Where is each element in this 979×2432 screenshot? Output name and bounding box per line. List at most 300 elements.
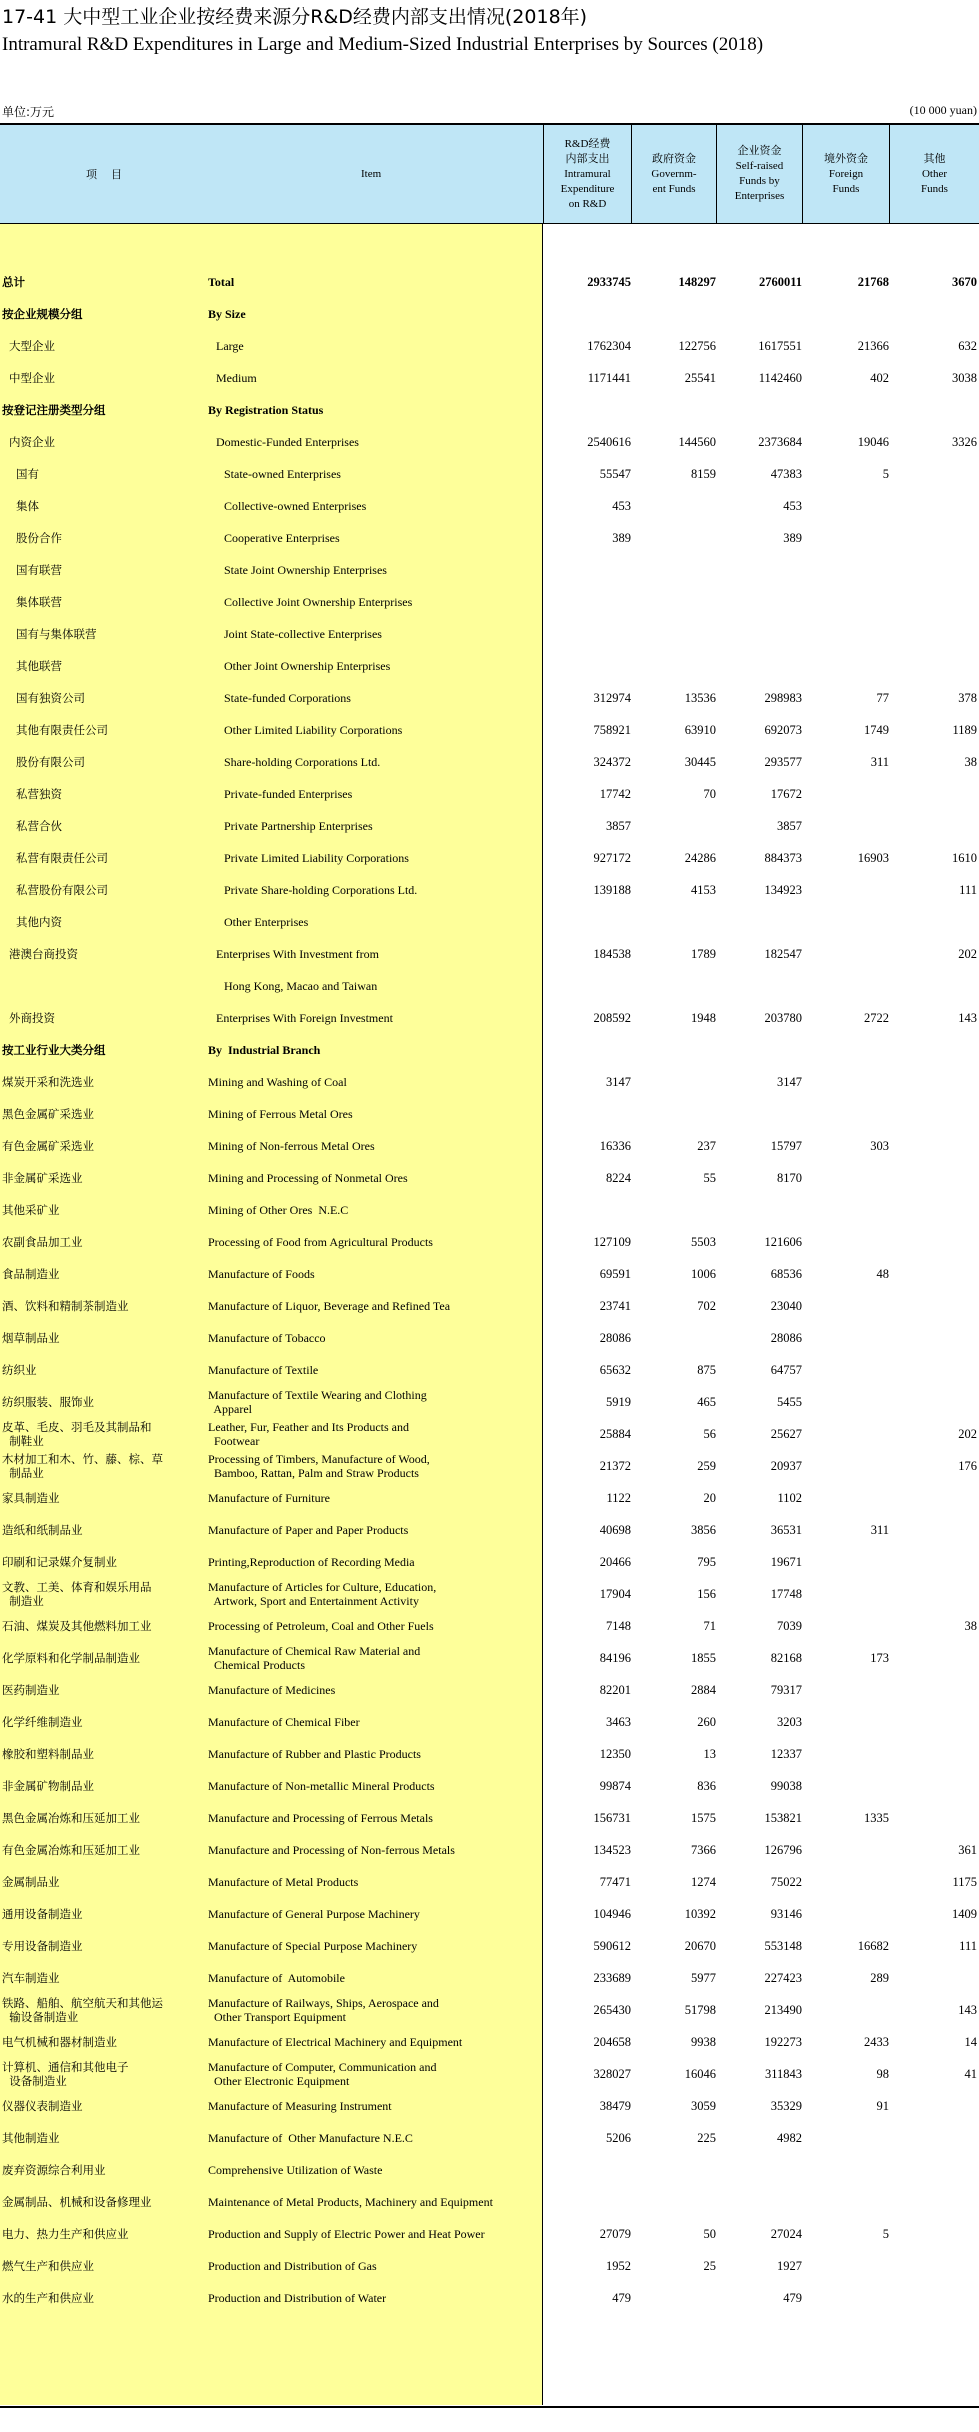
- value-intramural: 1952: [606, 2258, 631, 2273]
- row-label-en-text: Total: [208, 275, 235, 289]
- row-label-en: [208, 2026, 543, 2058]
- row-label-en: [208, 490, 559, 522]
- value-other: [889, 2154, 977, 2186]
- value-foreign: [802, 1194, 889, 1226]
- row-label-cn: 仪器仪表制造业: [2, 2099, 83, 2113]
- value-other: [889, 1034, 977, 1066]
- value-government: 71: [703, 1618, 716, 1633]
- row-label-en-text: Maintenance of Metal Products, Machinery and Equipment: [208, 2195, 493, 2209]
- value-foreign: 21366: [857, 338, 889, 353]
- value-self-raised: 553148: [764, 1938, 802, 1953]
- table-row: [0, 2250, 979, 2282]
- row-label-en: [208, 2154, 543, 2186]
- row-label-en-text: Other Limited Liability Corporations: [224, 723, 403, 737]
- value-government: [631, 1194, 716, 1226]
- value-intramural: 479: [612, 2290, 631, 2305]
- value-government: 875: [697, 1362, 716, 1377]
- row-label-cn: 国有: [16, 467, 39, 481]
- table-row: [0, 2186, 979, 2218]
- value-intramural: 184538: [593, 946, 631, 961]
- row-label-en-text: Manufacture of Medicines: [208, 1683, 336, 1697]
- table-row: [0, 522, 979, 554]
- value-self-raised: [716, 2154, 802, 2186]
- row-label-en-text: Collective-owned Enterprises: [224, 499, 367, 513]
- value-foreign: [802, 1610, 889, 1642]
- value-government: [631, 1322, 716, 1354]
- value-foreign: 91: [876, 2098, 889, 2113]
- table-row: [0, 1674, 979, 1706]
- value-other: [889, 458, 977, 490]
- value-other: [889, 1482, 977, 1514]
- header-intramural: R&D经费 内部支出 Intramural Expenditure on R&D: [543, 125, 631, 223]
- row-label-en-text: Manufacture of Chemical Raw Material and Chemical Products: [208, 1644, 421, 1672]
- value-other: 3326: [952, 434, 977, 449]
- value-foreign: [802, 522, 889, 554]
- row-label-cn: 外商投资: [9, 1011, 55, 1025]
- value-self-raised: 7039: [777, 1618, 802, 1633]
- value-intramural: 40698: [599, 1522, 631, 1537]
- value-other: 1610: [952, 850, 977, 865]
- value-other: [889, 1258, 977, 1290]
- value-government: [631, 298, 716, 330]
- table-row: [0, 1194, 979, 1226]
- value-other: [889, 2282, 977, 2314]
- row-label-en-text: Printing,Reproduction of Recording Media: [208, 1555, 415, 1569]
- value-other: 111: [959, 1938, 977, 1953]
- value-intramural: 20466: [599, 1554, 631, 1569]
- value-other: 143: [958, 1010, 977, 1025]
- row-label-en-text: State-funded Corporations: [224, 691, 351, 705]
- row-label-en: [208, 394, 543, 426]
- row-label-en: [208, 1098, 543, 1130]
- value-self-raised: 1102: [777, 1490, 802, 1505]
- row-label-cn: 按工业行业大类分组: [2, 1043, 106, 1057]
- value-other: [889, 1322, 977, 1354]
- value-other: [889, 554, 977, 586]
- value-self-raised: 3203: [777, 1714, 802, 1729]
- row-label-cn: 废弃资源综合利用业: [2, 2163, 106, 2177]
- value-foreign: 303: [870, 1138, 889, 1153]
- table-row: [0, 938, 979, 970]
- row-label-en-text: Manufacture of Articles for Culture, Education, Artwork, Sport and Entertainment Activity: [208, 1580, 437, 1608]
- value-intramural: [543, 1194, 631, 1226]
- value-self-raised: 12337: [770, 1746, 802, 1761]
- value-self-raised: 213490: [764, 2002, 802, 2017]
- value-government: 8159: [691, 466, 716, 481]
- value-other: 111: [959, 882, 977, 897]
- value-self-raised: 182547: [764, 946, 802, 961]
- row-label-cn: 私营股份有限公司: [16, 883, 108, 897]
- table-row: [0, 1002, 979, 1034]
- row-label-en: [208, 1002, 551, 1034]
- value-government: 465: [697, 1394, 716, 1409]
- table-row: [0, 2154, 979, 2186]
- value-government: 148297: [678, 274, 716, 289]
- value-foreign: [802, 2186, 889, 2218]
- value-foreign: [802, 1066, 889, 1098]
- row-label-cn: 化学纤维制造业: [2, 1715, 83, 1729]
- table-bottom-rule: [0, 2406, 979, 2408]
- value-self-raised: [716, 2186, 802, 2218]
- value-self-raised: 203780: [764, 1010, 802, 1025]
- row-label-cn: 其他内资: [16, 915, 62, 929]
- row-label-cn: 非金属矿物制品业: [2, 1779, 94, 1793]
- value-other: 1189: [952, 722, 977, 737]
- value-foreign: [802, 586, 889, 618]
- value-government: [631, 2186, 716, 2218]
- value-government: [631, 810, 716, 842]
- row-label-cn: 计算机、通信和其他电子 设备制造业: [2, 2060, 129, 2088]
- row-label-en-text: State-owned Enterprises: [224, 467, 341, 481]
- value-government: 70: [703, 786, 716, 801]
- table-row: [0, 2122, 979, 2154]
- row-label-cn: 黑色金属矿采选业: [2, 1107, 94, 1121]
- row-label-en-text: Hong Kong, Macao and Taiwan: [224, 979, 378, 993]
- row-label-en: [208, 874, 559, 906]
- value-intramural: [543, 394, 631, 426]
- value-foreign: [802, 874, 889, 906]
- value-foreign: 5: [882, 2226, 889, 2241]
- value-self-raised: 23040: [770, 1298, 802, 1313]
- table-row: [0, 1386, 979, 1418]
- value-foreign: [802, 554, 889, 586]
- value-self-raised: 47383: [770, 466, 802, 481]
- table-row: [0, 362, 979, 394]
- value-government: [631, 2282, 716, 2314]
- value-self-raised: 1617551: [758, 338, 802, 353]
- row-label-en-text: Manufacture of Automobile: [208, 1971, 345, 1985]
- row-label-cn: 黑色金属冶炼和压延加工业: [2, 1811, 140, 1825]
- value-intramural: [543, 650, 631, 682]
- header-item-cn: 项 目: [86, 167, 122, 181]
- row-label-cn: 有色金属冶炼和压延加工业: [2, 1843, 140, 1857]
- value-government: 51798: [684, 2002, 716, 2017]
- table-row: [0, 1450, 979, 1482]
- value-self-raised: [716, 618, 802, 650]
- value-government: 7366: [691, 1842, 716, 1857]
- row-label-en: [208, 522, 559, 554]
- row-label-cn: 橡胶和塑料制品业: [2, 1747, 94, 1761]
- value-government: 13536: [684, 690, 716, 705]
- row-label-cn: 通用设备制造业: [2, 1907, 83, 1921]
- value-other: [889, 970, 977, 1002]
- value-self-raised: [716, 394, 802, 426]
- value-intramural: 5919: [606, 1394, 631, 1409]
- row-label-en: [208, 2122, 543, 2154]
- value-self-raised: 64757: [770, 1362, 802, 1377]
- value-foreign: [802, 1578, 889, 1610]
- value-government: 1855: [691, 1650, 716, 1665]
- value-government: 30445: [684, 754, 716, 769]
- table-row: [0, 490, 979, 522]
- row-label-cn: 食品制造业: [2, 1267, 60, 1281]
- row-label-en: [208, 1066, 543, 1098]
- table-row: [0, 746, 979, 778]
- row-label-cn: 皮革、毛皮、羽毛及其制品和 制鞋业: [2, 1420, 152, 1448]
- value-intramural: 55547: [599, 466, 631, 481]
- row-label-en: [208, 2250, 543, 2282]
- row-label-en-text: Manufacture of General Purpose Machinery: [208, 1907, 420, 1921]
- table-row: [0, 1642, 979, 1674]
- row-label-en: [208, 1610, 543, 1642]
- value-government: 20670: [684, 1938, 716, 1953]
- value-other: 41: [964, 2066, 977, 2081]
- value-government: 225: [697, 2130, 716, 2145]
- value-other: [889, 1738, 977, 1770]
- value-foreign: [802, 938, 889, 970]
- row-label-cn: 按登记注册类型分组: [2, 403, 106, 417]
- value-intramural: 453: [612, 498, 631, 513]
- value-foreign: 2433: [864, 2034, 889, 2049]
- value-other: [889, 394, 977, 426]
- row-label-cn: 化学原料和化学制品制造业: [2, 1651, 140, 1665]
- row-label-en: [208, 1418, 543, 1450]
- value-other: [889, 1386, 977, 1418]
- row-label-cn: 石油、煤炭及其他燃料加工业: [2, 1619, 152, 1633]
- value-other: [889, 2250, 977, 2282]
- value-other: [889, 2122, 977, 2154]
- value-other: [889, 1162, 977, 1194]
- value-foreign: [802, 1322, 889, 1354]
- row-label-cn: 集体联营: [16, 595, 62, 609]
- value-foreign: 77: [876, 690, 889, 705]
- row-label-en-text: Manufacture of Paper and Paper Products: [208, 1523, 409, 1537]
- table-row: [0, 1034, 979, 1066]
- value-government: [631, 906, 716, 938]
- row-label-en-text: Cooperative Enterprises: [224, 531, 340, 545]
- table-title-english: Intramural R&D Expenditures in Large and Medium-Sized Industrial Enterprises by Sources (2018): [2, 34, 764, 55]
- value-other: [889, 298, 977, 330]
- table-row: [0, 1066, 979, 1098]
- value-self-raised: 884373: [764, 850, 802, 865]
- table-row: [0, 842, 979, 874]
- row-label-en: [208, 1738, 543, 1770]
- value-other: [889, 1098, 977, 1130]
- value-foreign: [802, 2122, 889, 2154]
- value-other: 38: [964, 1618, 977, 1633]
- value-intramural: 265430: [593, 2002, 631, 2017]
- table-row: [0, 1162, 979, 1194]
- row-label-en-text: Mining and Washing of Coal: [208, 1075, 347, 1089]
- row-label-en-text: Mining of Ferrous Metal Ores: [208, 1107, 353, 1121]
- value-self-raised: 36531: [770, 1522, 802, 1537]
- row-label-en: [208, 2186, 543, 2218]
- value-other: [889, 2090, 977, 2122]
- row-label-en: [208, 618, 559, 650]
- table-row: [0, 1322, 979, 1354]
- row-label-cn: 电气机械和器材制造业: [2, 2035, 117, 2049]
- value-foreign: 1749: [864, 722, 889, 737]
- value-intramural: 21372: [599, 1458, 631, 1473]
- value-intramural: 25884: [599, 1426, 631, 1441]
- value-other: [889, 1578, 977, 1610]
- row-label-en-text: Domestic-Funded Enterprises: [216, 435, 359, 449]
- value-self-raised: 27024: [770, 2226, 802, 2241]
- row-label-en-text: State Joint Ownership Enterprises: [224, 563, 387, 577]
- row-label-cn: 非金属矿采选业: [2, 1171, 83, 1185]
- table-row: [0, 618, 979, 650]
- header-item-en: Item: [361, 167, 382, 180]
- table-row: [0, 874, 979, 906]
- row-label-cn: 燃气生产和供应业: [2, 2259, 94, 2273]
- value-foreign: 402: [870, 370, 889, 385]
- table-row: [0, 1130, 979, 1162]
- row-label-cn: 按企业规模分组: [2, 307, 83, 321]
- row-label-en: [208, 650, 559, 682]
- row-label-cn: 纺织业: [2, 1363, 37, 1377]
- value-other: [889, 1962, 977, 1994]
- row-label-en: [208, 1290, 543, 1322]
- value-foreign: [802, 1386, 889, 1418]
- row-label-cn: 煤炭开采和洗选业: [2, 1075, 94, 1089]
- value-self-raised: 1927: [777, 2258, 802, 2273]
- row-label-en: [208, 1962, 543, 1994]
- row-label-cn: 水的生产和供应业: [2, 2291, 94, 2305]
- table-row: [0, 330, 979, 362]
- value-government: 1789: [691, 946, 716, 961]
- table-row: [0, 2026, 979, 2058]
- value-foreign: 19046: [857, 434, 889, 449]
- value-foreign: 98: [876, 2066, 889, 2081]
- value-self-raised: 20937: [770, 1458, 802, 1473]
- value-foreign: [802, 2282, 889, 2314]
- value-other: 632: [958, 338, 977, 353]
- value-intramural: 2540616: [587, 434, 631, 449]
- row-label-en-text: Private Share-holding Corporations Ltd.: [224, 883, 418, 897]
- value-intramural: [543, 1034, 631, 1066]
- row-label-en-text: Joint State-collective Enterprises: [224, 627, 382, 641]
- table-row: [0, 1866, 979, 1898]
- row-label-en: [208, 1770, 543, 1802]
- row-label-en-text: Manufacture of Textile: [208, 1363, 319, 1377]
- value-intramural: [543, 970, 631, 1002]
- row-label-en-text: Other Enterprises: [224, 915, 309, 929]
- value-other: [889, 1354, 977, 1386]
- row-label-cn: 汽车制造业: [2, 1971, 60, 1985]
- row-label-en-text: Enterprises With Investment from: [216, 947, 379, 961]
- value-self-raised: [716, 970, 802, 1002]
- value-self-raised: 121606: [764, 1234, 802, 1249]
- value-government: 702: [697, 1298, 716, 1313]
- value-foreign: [802, 618, 889, 650]
- row-label-en-text: Leather, Fur, Feather and Its Products and Footwear: [208, 1420, 409, 1448]
- table-row: [0, 1514, 979, 1546]
- row-label-en-text: By Industrial Branch: [208, 1043, 321, 1057]
- value-self-raised: 293577: [764, 754, 802, 769]
- row-label-cn: 中型企业: [9, 371, 55, 385]
- row-label-cn: 私营合伙: [16, 819, 62, 833]
- value-government: 122756: [678, 338, 716, 353]
- row-label-en-text: Other Joint Ownership Enterprises: [224, 659, 391, 673]
- table-row: [0, 1546, 979, 1578]
- row-label-cn: 其他联营: [16, 659, 62, 673]
- value-intramural: 28086: [599, 1330, 631, 1345]
- value-other: [889, 522, 977, 554]
- value-foreign: 311: [870, 754, 889, 769]
- row-label-cn: 纺织服装、服饰业: [2, 1395, 94, 1409]
- value-other: [889, 1770, 977, 1802]
- value-foreign: [802, 1706, 889, 1738]
- value-self-raised: 15797: [770, 1138, 802, 1153]
- row-label-en: [208, 554, 559, 586]
- value-government: 2884: [691, 1682, 716, 1697]
- row-label-cn: 股份有限公司: [16, 755, 85, 769]
- value-intramural: 590612: [593, 1938, 631, 1953]
- value-intramural: 104946: [593, 1906, 631, 1921]
- value-other: [889, 810, 977, 842]
- value-intramural: 324372: [593, 754, 631, 769]
- header-government: 政府资金 Governm- ent Funds: [631, 125, 716, 223]
- value-intramural: 233689: [593, 1970, 631, 1985]
- value-foreign: [802, 1834, 889, 1866]
- row-label-cn: 烟草制品业: [2, 1331, 60, 1345]
- row-label-cn: 私营独资: [16, 787, 62, 801]
- unit-label-chinese: 单位:万元: [2, 105, 55, 119]
- table-row: [0, 1706, 979, 1738]
- value-self-raised: 17748: [770, 1586, 802, 1601]
- row-label-cn: 家具制造业: [2, 1491, 60, 1505]
- value-foreign: 1335: [864, 1810, 889, 1825]
- row-label-en-text: Manufacture of Electrical Machinery and Equipment: [208, 2035, 463, 2049]
- value-intramural: 1171441: [587, 370, 631, 385]
- value-self-raised: 17672: [770, 786, 802, 801]
- value-foreign: [802, 2250, 889, 2282]
- value-other: [889, 1066, 977, 1098]
- value-government: 55: [703, 1170, 716, 1185]
- value-self-raised: 93146: [770, 1906, 802, 1921]
- row-label-cn: 总计: [2, 275, 25, 289]
- row-label-en-text: Private-funded Enterprises: [224, 787, 353, 801]
- row-label-en-text: Mining and Processing of Nonmetal Ores: [208, 1171, 408, 1185]
- row-label-cn: 港澳台商投资: [9, 947, 78, 961]
- row-label-en-text: Manufacture of Railways, Ships, Aerospace and Other Transport Equipment: [208, 1996, 439, 2024]
- value-government: [631, 586, 716, 618]
- row-label-en: [208, 810, 559, 842]
- value-government: 156: [697, 1586, 716, 1601]
- row-label-en-text: Manufacture of Computer, Communication and Other Electronic Equipment: [208, 2060, 437, 2088]
- row-label-cn: 其他有限责任公司: [16, 723, 108, 737]
- value-intramural: 65632: [599, 1362, 631, 1377]
- row-label-en: [208, 1162, 543, 1194]
- value-self-raised: 126796: [764, 1842, 802, 1857]
- value-other: 14: [964, 2034, 977, 2049]
- row-label-en: [208, 682, 559, 714]
- table-row: [0, 266, 979, 298]
- value-intramural: [543, 906, 631, 938]
- value-government: 237: [697, 1138, 716, 1153]
- value-self-raised: 3857: [777, 818, 802, 833]
- table-row: [0, 1834, 979, 1866]
- value-other: [889, 1802, 977, 1834]
- value-self-raised: 4982: [777, 2130, 802, 2145]
- row-label-en-text: Manufacture of Tobacco: [208, 1331, 326, 1345]
- value-government: [631, 650, 716, 682]
- table-row: [0, 298, 979, 330]
- row-label-en-text: By Registration Status: [208, 403, 324, 417]
- row-label-en-text: Manufacture and Processing of Non-ferrous Metals: [208, 1843, 455, 1857]
- value-self-raised: 19671: [770, 1554, 802, 1569]
- table-row: [0, 1898, 979, 1930]
- row-label-en-text: Manufacture of Special Purpose Machinery: [208, 1939, 418, 1953]
- row-label-cn: 国有与集体联营: [16, 627, 97, 641]
- value-intramural: [543, 586, 631, 618]
- value-self-raised: [716, 298, 802, 330]
- value-self-raised: 453: [783, 498, 802, 513]
- unit-label-english: (10 000 yuan): [909, 103, 977, 117]
- value-government: [631, 554, 716, 586]
- value-other: [889, 650, 977, 682]
- row-label-en-text: Manufacture of Rubber and Plastic Products: [208, 1747, 421, 1761]
